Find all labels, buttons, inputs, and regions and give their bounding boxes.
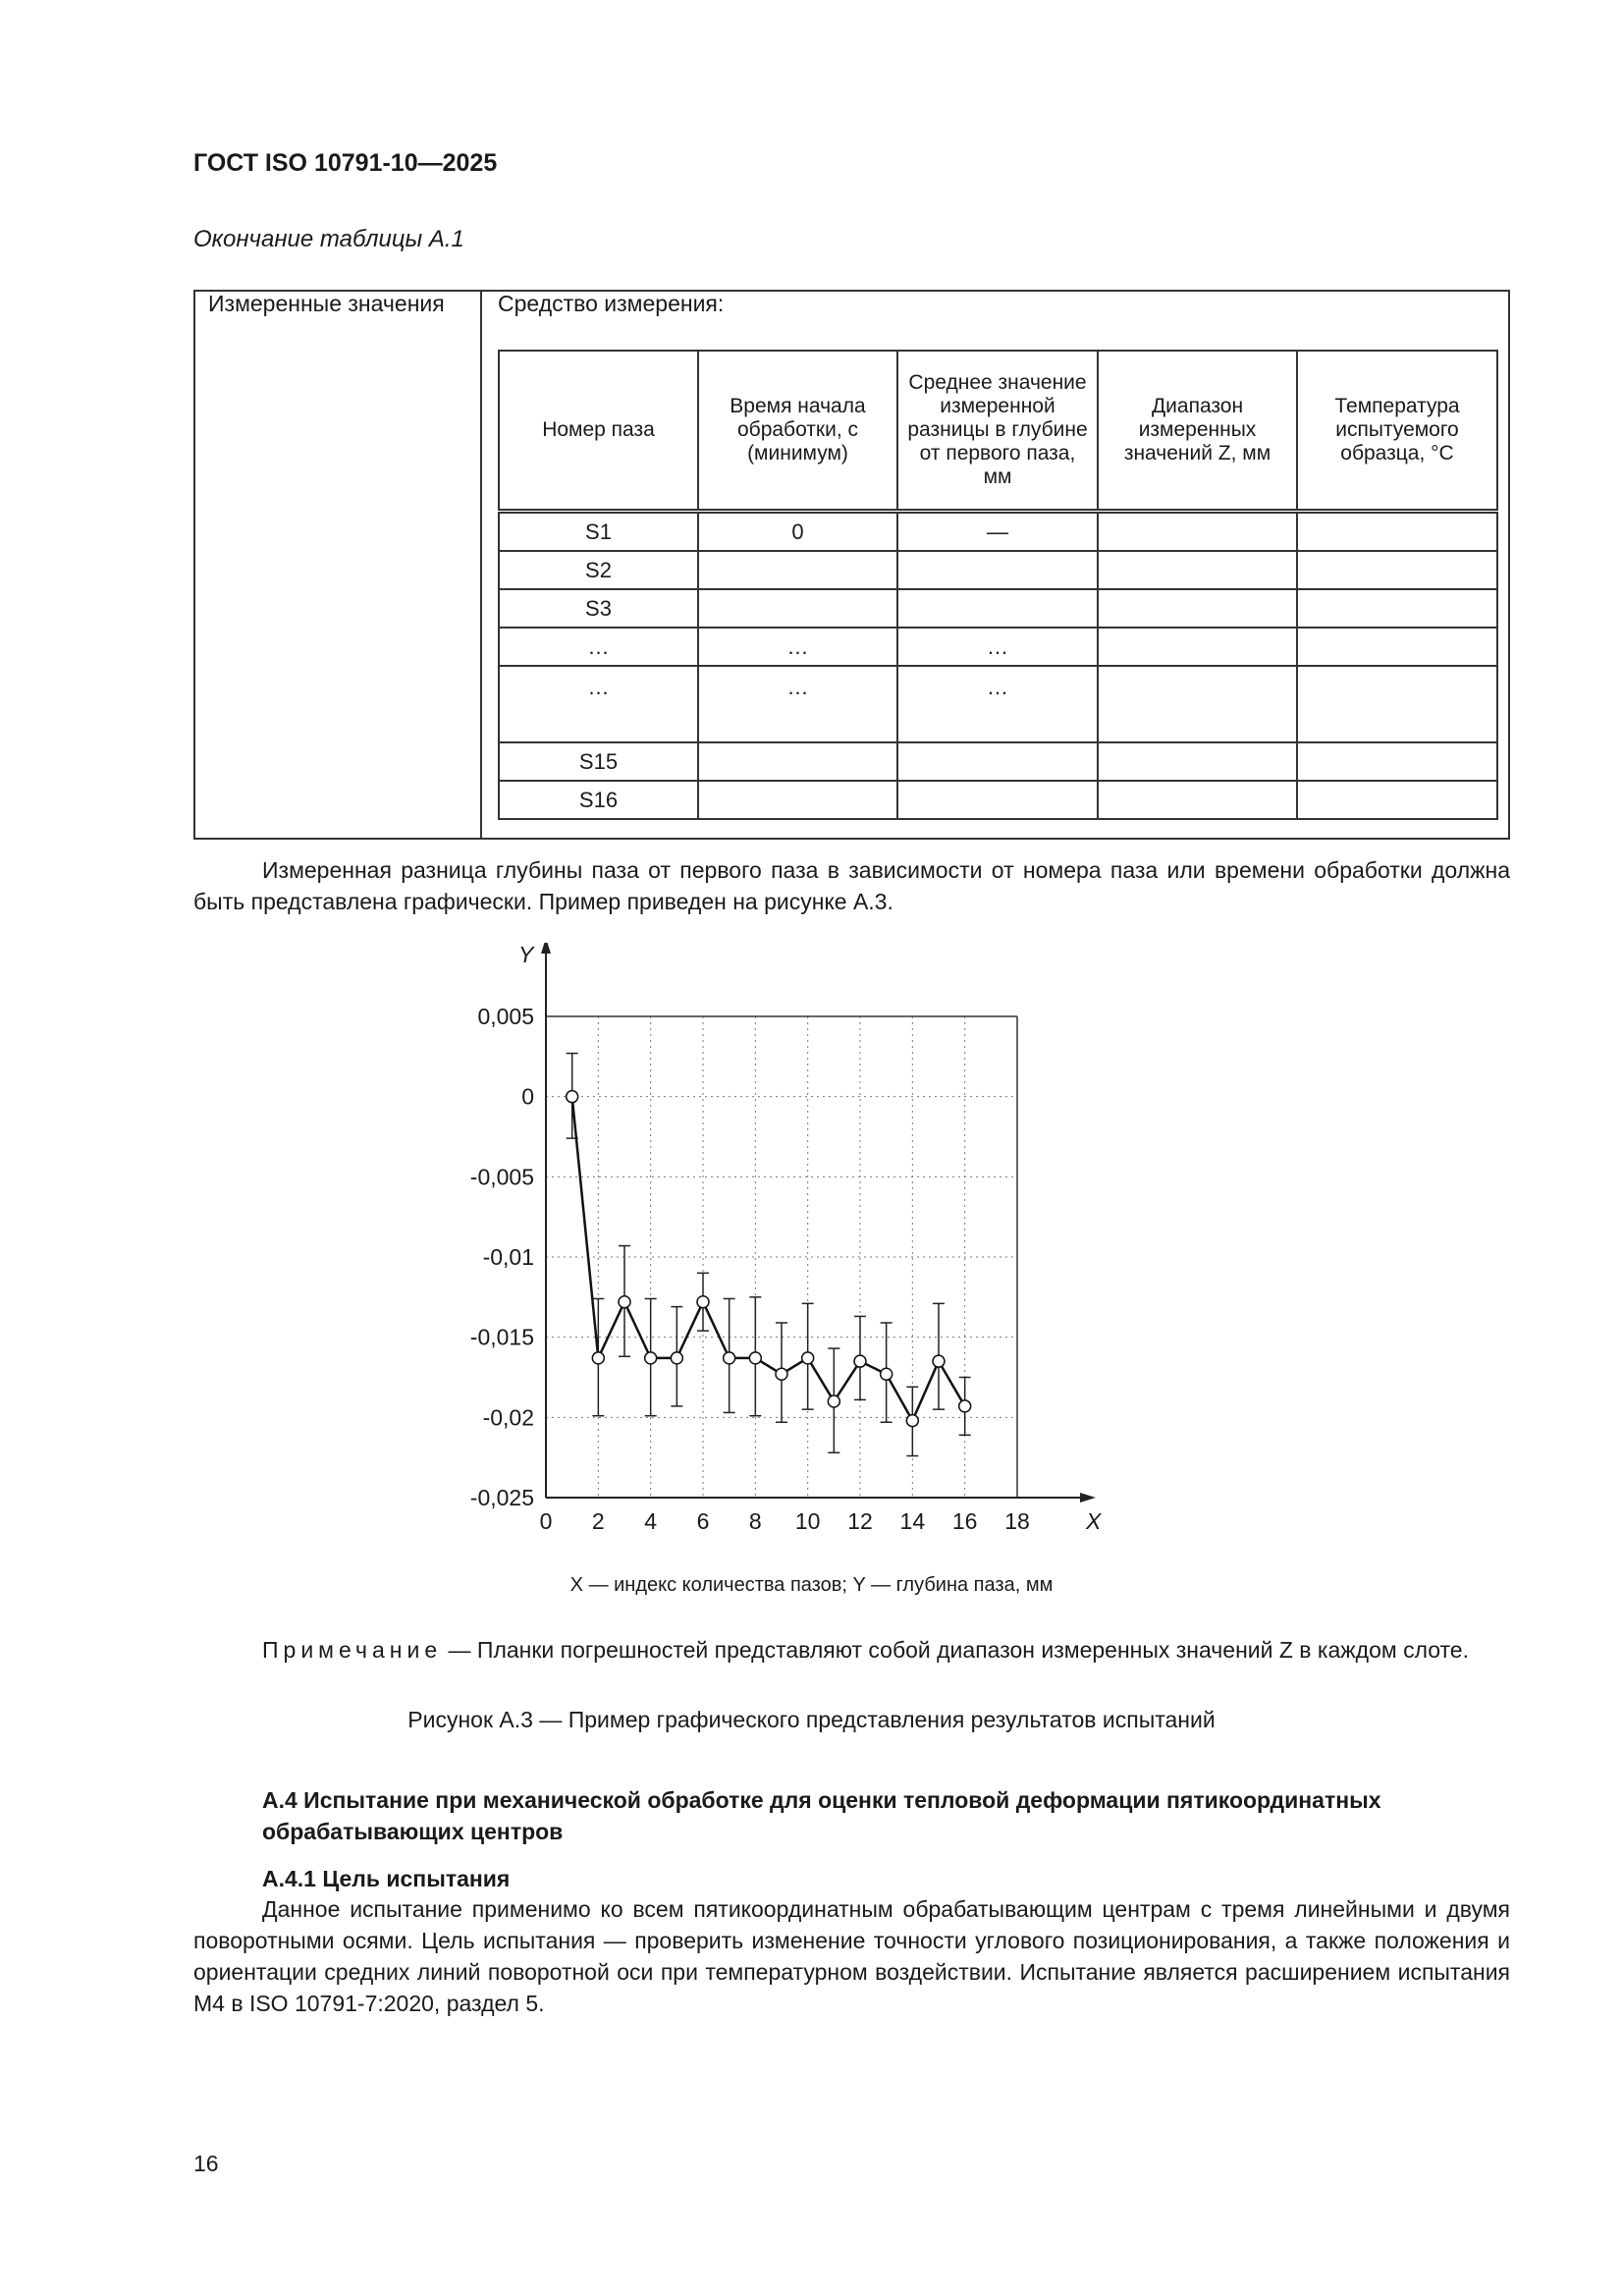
measuring-instrument-label: Средство измерения: (498, 291, 725, 316)
table-cell (1098, 512, 1297, 552)
col-header-mean-difference: Среднее значение измеренной разницы в глубине от первого паза, мм (897, 351, 1098, 512)
data-point (906, 1415, 918, 1427)
table-cell: … (698, 628, 897, 666)
table-cell: … (499, 628, 698, 666)
table-cell: S15 (499, 742, 698, 781)
data-point (959, 1400, 971, 1412)
figure-axis-legend: X — индекс количества пазов; Y — глубина паза, мм (569, 1574, 1054, 1596)
table-cell: S16 (499, 781, 698, 819)
measured-values-label: Измеренные значения (208, 291, 445, 316)
y-tick-label: 0 (521, 1083, 534, 1110)
figure-note (193, 1634, 1510, 1667)
x-tick-label: 6 (696, 1508, 710, 1534)
x-tick-label: 14 (899, 1508, 926, 1534)
x-tick-label: 16 (951, 1508, 978, 1534)
table-cell: S1 (499, 512, 698, 552)
table-caption: Окончание таблицы А.1 (193, 226, 464, 252)
table-cell: — (897, 512, 1098, 552)
x-tick-label: 2 (591, 1508, 605, 1534)
data-point (567, 1091, 578, 1103)
series-line (572, 1097, 965, 1421)
data-point (645, 1352, 657, 1364)
intro-paragraph: Измеренная разница глубины паза от первого паза в зависимости от номера паза или времени обработки должна быть представлена графически. Пример приведен на рисунке А.3. (193, 857, 1510, 914)
y-axis-label: Y (518, 943, 534, 967)
table-cell: … (499, 666, 698, 742)
table-cell (1297, 742, 1497, 781)
y-tick-label: -0,02 (482, 1404, 534, 1431)
y-tick-label: -0,015 (469, 1324, 534, 1350)
table-cell (1098, 742, 1297, 781)
table-row (499, 666, 1497, 742)
data-point (749, 1352, 761, 1364)
x-axis-arrow (1080, 1493, 1096, 1503)
y-tick-label: 0,005 (477, 1004, 534, 1029)
table-row (499, 512, 1497, 552)
data-point (828, 1395, 839, 1407)
table-cell: … (897, 666, 1098, 742)
table-cell (698, 781, 897, 819)
table-cell (897, 781, 1098, 819)
subsection-heading: А.4.1 Цель испытания (262, 1866, 511, 1891)
document-header: ГОСТ ISO 10791-10—2025 (193, 149, 498, 177)
table-cell (1297, 551, 1497, 589)
table-row (499, 781, 1497, 819)
table-cell (897, 742, 1098, 781)
x-axis-label: X (1086, 1508, 1102, 1534)
measurements-table (498, 350, 1498, 820)
table-cell (698, 742, 897, 781)
depth-difference-chart (432, 943, 1247, 1552)
data-point (881, 1368, 893, 1380)
table-cell: … (698, 666, 897, 742)
table-row (499, 742, 1497, 781)
y-axis-arrow (541, 943, 551, 954)
y-tick-label: -0,005 (469, 1164, 534, 1190)
table-cell (698, 589, 897, 628)
data-point (802, 1352, 814, 1364)
data-point (671, 1352, 682, 1364)
data-point (776, 1368, 787, 1380)
col-header-temperature: Температура испытуемого образца, °C (1297, 351, 1497, 512)
table-cell (1098, 781, 1297, 819)
table-cell: 0 (698, 512, 897, 552)
table-cell: … (897, 628, 1098, 666)
table-cell (1297, 589, 1497, 628)
table-cell (1297, 666, 1497, 742)
figure-caption: Рисунок А.3 — Пример графического представления результатов испытаний (407, 1707, 1216, 1732)
section-body: Данное испытание применимо ко всем пятикоординатным обрабатывающим центрам с тремя линейными и двумя поворотными осями. Цель испытания — проверить изменение точности углового позиционирования, а также положения и ориентации средних линий поворотной оси при температурном воздействии. Испытание является расширением испытания М4 в ISO 10791-7:2020, раздел 5. (193, 1896, 1510, 2016)
y-tick-label: -0,025 (469, 1485, 534, 1510)
note-text: — Планки погрешностей представляют собой диапазон измеренных значений Z в каждом слоте. (442, 1637, 1469, 1663)
page-number: 16 (193, 2151, 219, 2176)
table-cell: S3 (499, 589, 698, 628)
table-divider (480, 290, 482, 840)
data-point (724, 1352, 735, 1364)
table-cell (1098, 628, 1297, 666)
table-cell (1098, 666, 1297, 742)
col-header-range-z: Диапазон измеренных значений Z, мм (1098, 351, 1297, 512)
table-row (499, 589, 1497, 628)
x-tick-label: 18 (1004, 1508, 1030, 1534)
table-row (499, 628, 1497, 666)
table-cell (1297, 512, 1497, 552)
table-row (499, 551, 1497, 589)
col-header-start-time: Время начала обработки, с (минимум) (698, 351, 897, 512)
table-cell (698, 551, 897, 589)
x-tick-label: 10 (794, 1508, 821, 1534)
data-point (697, 1296, 709, 1308)
table-cell (897, 551, 1098, 589)
y-tick-label: -0,01 (482, 1244, 534, 1270)
x-tick-label: 4 (644, 1508, 658, 1534)
data-point (854, 1355, 866, 1367)
section-heading: А.4 Испытание при механической обработке для оценки тепловой деформации пятикоординатных обрабатывающих центров (262, 1787, 1381, 1844)
x-tick-label: 12 (847, 1508, 873, 1534)
x-tick-label: 8 (748, 1508, 762, 1534)
data-point (933, 1355, 945, 1367)
table-header-row (499, 351, 1497, 512)
data-point (619, 1296, 630, 1308)
table-cell (1297, 781, 1497, 819)
note-label: Примечание (262, 1637, 443, 1663)
x-tick-label: 0 (539, 1508, 553, 1534)
data-point (592, 1352, 604, 1364)
table-cell (1297, 628, 1497, 666)
table-cell (1098, 551, 1297, 589)
col-header-slot-number: Номер паза (499, 351, 698, 512)
table-cell (1098, 589, 1297, 628)
table-cell (897, 589, 1098, 628)
table-cell: S2 (499, 551, 698, 589)
